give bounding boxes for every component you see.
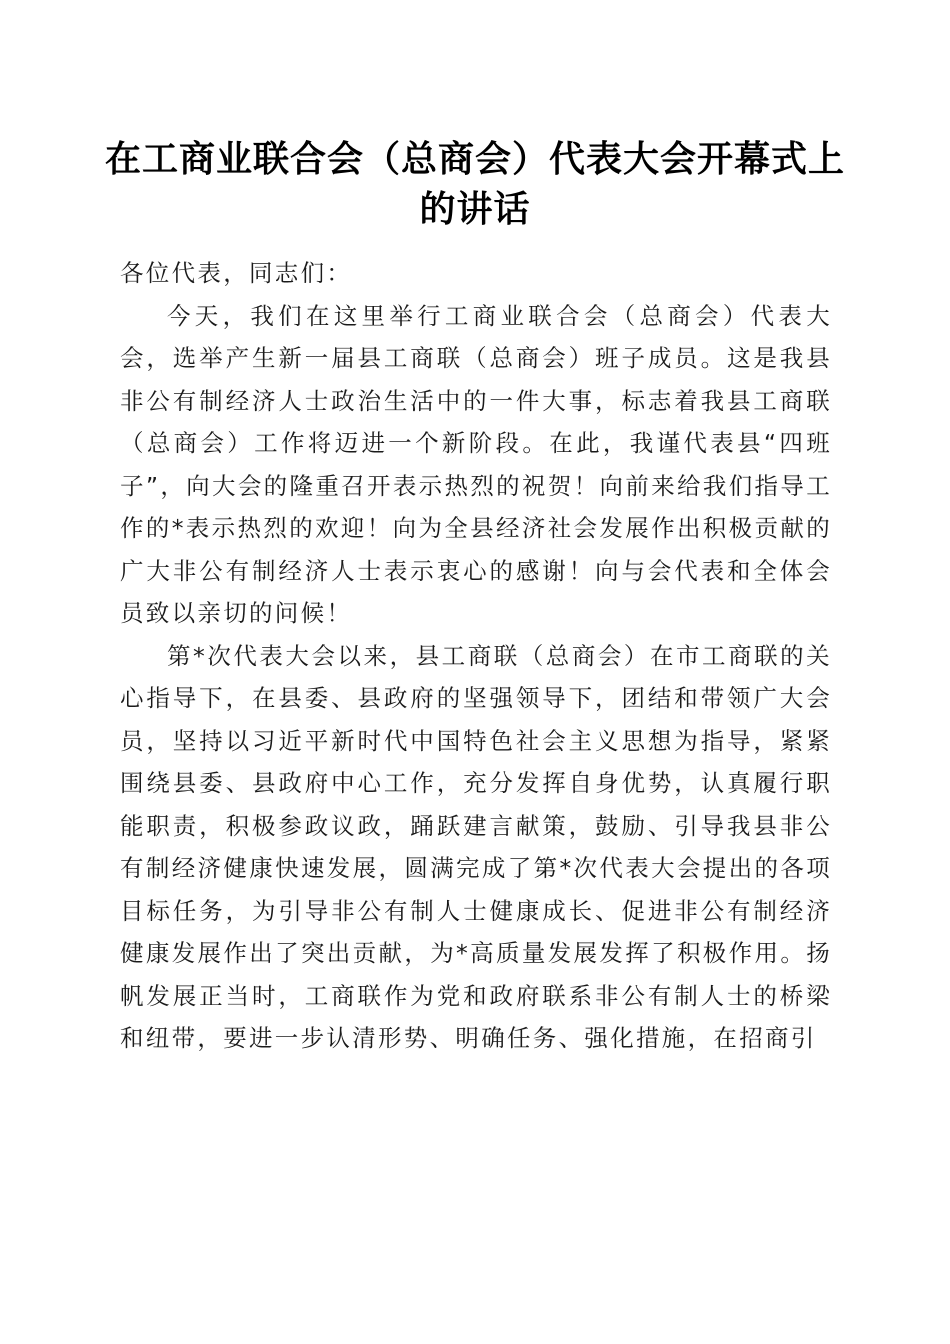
paragraph-1: 今天，我们在这里举行工商业联合会（总商会）代表大会，选举产生新一届县工商联（总商会）班子成员。这是我县非公有制经济人士政治生活中的一件大事，标志着我县工商联（总商会）工作将迈进一个新阶段。在此，我谨代表县“四班子”，向大会的隆重召开表示热烈的祝贺！向前来给我们指导工作的*表示热烈的欢迎！向为全县经济社会发展作出积极贡献的广大非公有制经济人士表示衷心的感谢！向与会代表和全体会员致以亲切的问候！	[120, 301, 832, 627]
paragraph-2: 第*次代表大会以来，县工商联（总商会）在市工商联的关心指导下，在县委、县政府的坚强领导下，团结和带领广大会员，坚持以习近平新时代中国特色社会主义思想为指导，紧紧围绕县委、县政府中心工作，充分发挥自身优势，认真履行职能职责，积极参政议政，踊跃建言献策，鼓励、引导我县非公有制经济健康快速发展，圆满完成了第*次代表大会提出的各项目标任务，为引导非公有制人士健康成长、促进非公有制经济健康发展作出了突出贡献，为*高质量发展发挥了积极作用。扬帆发展正当时，工商联作为党和政府联系非公有制人士的桥梁和纽带，要进一步认清形势、明确任务、强化措施，在招商引	[120, 641, 832, 1052]
document-title: 在工商业联合会（总商会）代表大会开幕式上的讲话	[104, 138, 845, 230]
document-body	[120, 252, 832, 1060]
salutation: 各位代表，同志们：	[120, 259, 353, 287]
